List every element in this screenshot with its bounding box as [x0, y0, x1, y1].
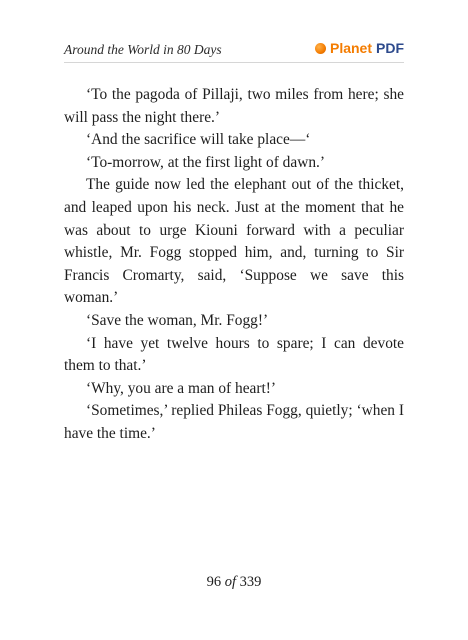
header-divider: [64, 62, 404, 63]
planet-pdf-logo: [315, 40, 404, 56]
planet-logo-icon: [315, 43, 326, 54]
brand-word-planet: Planet: [329, 40, 372, 56]
paragraph: ‘Sometimes,’ replied Phileas Fogg, quietly; ‘when I have the time.’: [64, 402, 404, 442]
page-header: [64, 40, 404, 64]
brand-word-pdf: PDF: [376, 40, 404, 56]
paragraph: ‘I have yet twelve hours to spare; I can devote them to that.’: [64, 334, 404, 375]
page-total: 339: [239, 574, 262, 590]
page-of-label: of: [224, 574, 237, 590]
page-body: [64, 84, 404, 446]
paragraph: ‘Why, you are a man of heart!’: [86, 379, 277, 397]
paragraph: ‘To the pagoda of Pillaji, two miles from here; she will pass the night there.’: [64, 86, 404, 126]
book-title: Around the World in 80 Days: [64, 42, 222, 57]
paragraph: ‘Save the woman, Mr. Fogg!’: [86, 311, 269, 329]
paragraph: The guide now led the elephant out of the thicket, and leaped upon his neck. Just at the moment that he was about to urge Kiouni forward with a peculiar whistle, Mr. Fogg stopped him, and, turning to Sir Francis Cromarty, said, ‘Suppose we save this woman.’: [64, 176, 404, 307]
page-number: 96: [206, 574, 222, 590]
paragraph: ‘And the sacrifice will take place—‘: [86, 131, 311, 149]
paragraph: ‘To-morrow, at the first light of dawn.’: [86, 153, 325, 171]
page-footer: [0, 574, 468, 591]
